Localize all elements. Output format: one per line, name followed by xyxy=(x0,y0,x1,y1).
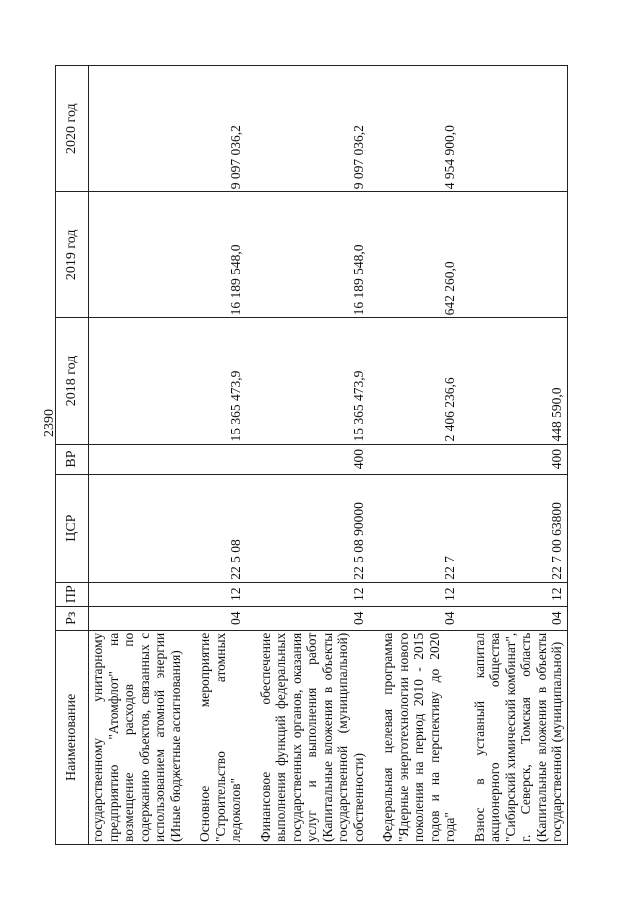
row-vr xyxy=(89,444,186,474)
row-vr xyxy=(368,444,460,474)
row-rz: 04 xyxy=(185,606,246,630)
row-2019: 16 189 548,0 xyxy=(246,192,369,318)
row-2018: 2 406 236,6 xyxy=(368,318,460,444)
table-header-row xyxy=(56,66,89,845)
header-pr: ПР xyxy=(56,582,89,606)
page-number: 2390 xyxy=(42,409,57,437)
header-name: Наименование xyxy=(56,630,89,844)
table-row xyxy=(89,66,186,845)
header-2018: 2018 год xyxy=(56,318,89,444)
header-rz: Рз xyxy=(56,606,89,630)
row-vr: 400 xyxy=(460,444,568,474)
row-pr: 12 xyxy=(460,582,568,606)
row-2019 xyxy=(89,192,186,318)
header-csr: ЦСР xyxy=(56,474,89,582)
table-row xyxy=(185,66,246,845)
row-csr xyxy=(89,474,186,582)
row-2018 xyxy=(89,318,186,444)
row-2019 xyxy=(460,192,568,318)
row-2020 xyxy=(460,66,568,192)
row-name: Взнос в уставный капитал акционерного общества "Сибирский химический комбинат", г. Северск, Томская область (Капитальные вложения в объекты государственной (муниципальной) xyxy=(460,630,568,844)
row-name: Финансовое обеспечение выполнения функций федеральных государственных органов, оказания услуг и выполнения работ (Капитальные вложения в объекты государственной (муниципальной) собственности) xyxy=(246,630,369,844)
table-row xyxy=(368,66,460,845)
row-name: Основное мероприятие "Строительство атомных ледоколов" xyxy=(185,630,246,844)
row-csr: 22 7 xyxy=(368,474,460,582)
row-2018: 15 365 473,9 xyxy=(246,318,369,444)
header-2019: 2019 год xyxy=(56,192,89,318)
row-csr: 22 7 00 63800 xyxy=(460,474,568,582)
row-name: Федеральная целевая программа "Ядерные энерготехнологии нового поколения на период 2010 - 2015 годов и на перспективу до 2020 года" xyxy=(368,630,460,844)
row-rz: 04 xyxy=(246,606,369,630)
row-vr: 400 xyxy=(246,444,369,474)
row-2020: 4 954 900,0 xyxy=(368,66,460,192)
row-pr xyxy=(89,582,186,606)
table-row xyxy=(246,66,369,845)
row-csr: 22 5 08 90000 xyxy=(246,474,369,582)
header-2020: 2020 год xyxy=(56,66,89,192)
row-vr xyxy=(185,444,246,474)
header-vr: ВР xyxy=(56,444,89,474)
row-pr: 12 xyxy=(368,582,460,606)
row-2018: 448 590,0 xyxy=(460,318,568,444)
budget-table xyxy=(55,65,568,845)
row-2018: 15 365 473,9 xyxy=(185,318,246,444)
row-name: государственному унитарному предприятию "Атомфлот" на возмещение расходов по содержанию объектов, связанных с использованием атомной энергии (Иные бюджетные ассигнования) xyxy=(89,630,186,844)
row-2020: 9 097 036,2 xyxy=(246,66,369,192)
row-2019: 642 260,0 xyxy=(368,192,460,318)
row-2020: 9 097 036,2 xyxy=(185,66,246,192)
row-csr: 22 5 08 xyxy=(185,474,246,582)
row-2020 xyxy=(89,66,186,192)
row-pr: 12 xyxy=(185,582,246,606)
row-rz xyxy=(89,606,186,630)
row-2019: 16 189 548,0 xyxy=(185,192,246,318)
row-rz: 04 xyxy=(368,606,460,630)
table-row xyxy=(460,66,568,845)
rotated-page xyxy=(55,65,600,845)
row-pr: 12 xyxy=(246,582,369,606)
row-rz: 04 xyxy=(460,606,568,630)
